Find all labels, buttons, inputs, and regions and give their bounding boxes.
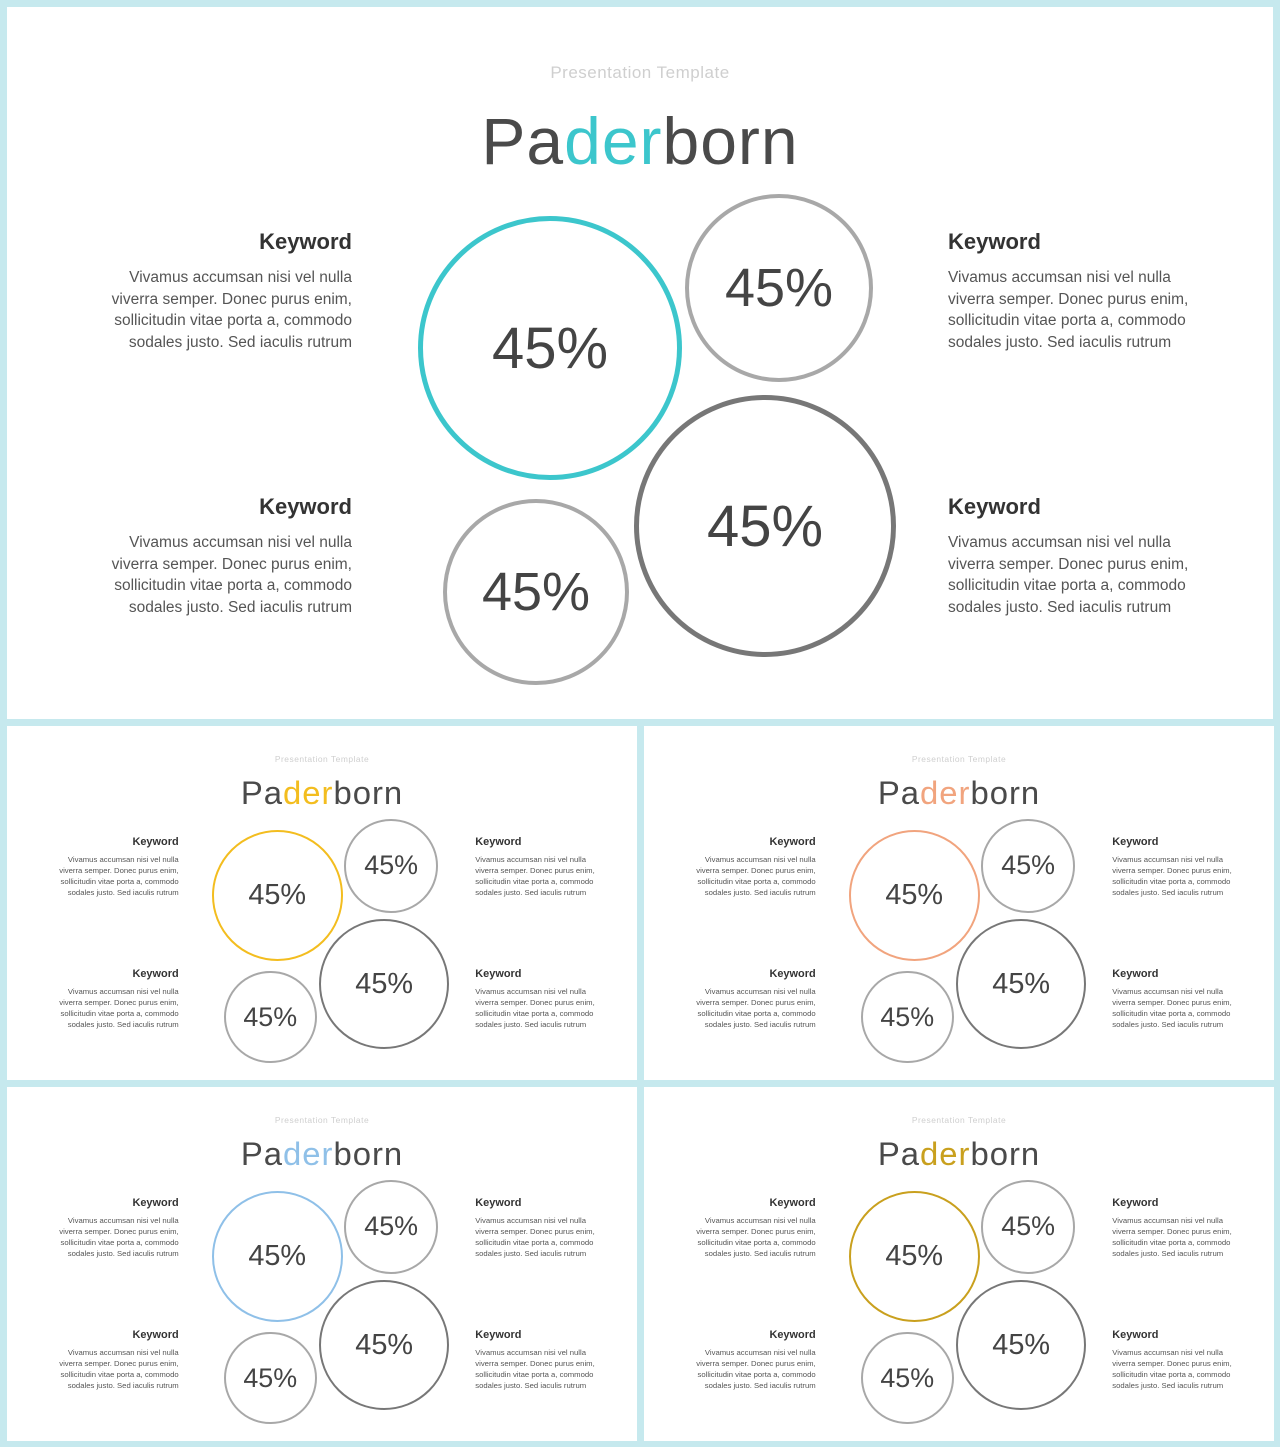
keyword-description: Vivamus accumsan nisi vel nulla viverra semper. Donec purus enim, sollicitudin vitae porta a, commodo sodales justo. Sed iaculis rutrum [59, 1216, 179, 1258]
percent-circle: 45% [224, 971, 317, 1064]
percent-circle: 45% [344, 1180, 438, 1274]
percent-circle: 45% [981, 819, 1075, 913]
keyword-heading: Keyword [132, 1197, 179, 1210]
percent-circle: 45% [634, 395, 896, 657]
keyword-description: Vivamus accumsan nisi vel nulla viverra semper. Donec purus enim, sollicitudin vitae porta a, commodo sodales justo. Sed iaculis rutrum [59, 855, 179, 897]
title-part: Pa [877, 1134, 920, 1172]
percent-circle: 45% [956, 1280, 1086, 1410]
slide-subtitle: Presentation Template [911, 753, 1007, 764]
title-accent: der [919, 1134, 971, 1172]
slide-title [7, 1135, 637, 1173]
slide-subtitle: Presentation Template [911, 1114, 1007, 1125]
slide-title [7, 103, 1273, 179]
percent-circle: 45% [981, 1180, 1075, 1274]
keyword-description: Vivamus accumsan nisi vel nulla viverra semper. Donec purus enim, sollicitudin vitae porta a, commodo sodales justo. Sed iaculis rutrum [696, 1216, 816, 1258]
percent-circle: 45% [861, 1332, 954, 1425]
title-accent: der [282, 1134, 334, 1172]
slide-subtitle: Presentation Template [274, 1114, 370, 1125]
keyword-description: Vivamus accumsan nisi vel nulla viverra semper. Donec purus enim, sollicitudin vitae porta a, commodo sodales justo. Sed iaculis rutrum [475, 1216, 595, 1258]
keyword-description: Vivamus accumsan nisi vel nulla viverra semper. Donec purus enim, sollicitudin vitae porta a, commodo sodales justo. Sed iaculis rutrum [475, 987, 595, 1029]
title-accent: der [564, 104, 663, 178]
keyword-description: Vivamus accumsan nisi vel nulla viverra semper. Donec purus enim, sollicitudin vitae porta a, commodo sodales justo. Sed iaculis rutrum [948, 534, 1189, 617]
keyword-description: Vivamus accumsan nisi vel nulla viverra semper. Donec purus enim, sollicitudin vitae porta a, commodo sodales justo. Sed iaculis rutrum [696, 987, 816, 1029]
keyword-heading: Keyword [132, 836, 179, 849]
keyword-heading: Keyword [948, 494, 1041, 519]
keyword-description: Vivamus accumsan nisi vel nulla viverra semper. Donec purus enim, sollicitudin vitae porta a, commodo sodales justo. Sed iaculis rutrum [1112, 855, 1232, 897]
percent-circle: 45% [443, 499, 629, 685]
highlight-circle: 45% [212, 1191, 343, 1322]
keyword-description: Vivamus accumsan nisi vel nulla viverra semper. Donec purus enim, sollicitudin vitae porta a, commodo sodales justo. Sed iaculis rutrum [111, 534, 352, 617]
title-accent: der [282, 773, 334, 811]
slide-title [644, 1135, 1274, 1173]
keyword-heading: Keyword [1112, 1197, 1159, 1210]
percent-circle: 45% [319, 919, 449, 1049]
slide-title [7, 774, 637, 812]
highlight-circle: 45% [849, 1191, 980, 1322]
title-accent: der [919, 773, 971, 811]
keyword-description: Vivamus accumsan nisi vel nulla viverra semper. Donec purus enim, sollicitudin vitae porta a, commodo sodales justo. Sed iaculis rutrum [1112, 987, 1232, 1029]
keyword-heading: Keyword [475, 1197, 522, 1210]
slide [7, 726, 637, 1080]
keyword-heading: Keyword [475, 968, 522, 981]
keyword-description: Vivamus accumsan nisi vel nulla viverra semper. Donec purus enim, sollicitudin vitae porta a, commodo sodales justo. Sed iaculis rutrum [59, 1348, 179, 1390]
title-part: Pa [240, 773, 283, 811]
keyword-heading: Keyword [259, 494, 352, 519]
highlight-circle: 45% [212, 830, 343, 961]
keyword-heading: Keyword [259, 229, 352, 254]
keyword-heading: Keyword [948, 229, 1041, 254]
keyword-heading: Keyword [475, 1329, 522, 1342]
keyword-heading: Keyword [769, 836, 816, 849]
percent-circle: 45% [344, 819, 438, 913]
keyword-heading: Keyword [769, 1329, 816, 1342]
percent-circle: 45% [861, 971, 954, 1064]
title-part: born [333, 1134, 404, 1172]
keyword-description: Vivamus accumsan nisi vel nulla viverra semper. Donec purus enim, sollicitudin vitae porta a, commodo sodales justo. Sed iaculis rutrum [475, 1348, 595, 1390]
keyword-description: Vivamus accumsan nisi vel nulla viverra semper. Donec purus enim, sollicitudin vitae porta a, commodo sodales justo. Sed iaculis rutrum [1112, 1216, 1232, 1258]
title-part: born [970, 1134, 1041, 1172]
keyword-description: Vivamus accumsan nisi vel nulla viverra semper. Donec purus enim, sollicitudin vitae porta a, commodo sodales justo. Sed iaculis rutrum [696, 855, 816, 897]
keyword-heading: Keyword [769, 968, 816, 981]
percent-circle: 45% [956, 919, 1086, 1049]
keyword-heading: Keyword [1112, 1329, 1159, 1342]
slide [7, 7, 1273, 719]
title-part: Pa [877, 773, 920, 811]
keyword-heading: Keyword [1112, 968, 1159, 981]
keyword-heading: Keyword [769, 1197, 816, 1210]
highlight-circle: 45% [418, 216, 682, 480]
keyword-description: Vivamus accumsan nisi vel nulla viverra semper. Donec purus enim, sollicitudin vitae porta a, commodo sodales justo. Sed iaculis rutrum [1112, 1348, 1232, 1390]
percent-circle: 45% [224, 1332, 317, 1425]
title-part: born [333, 773, 404, 811]
title-part: born [970, 773, 1041, 811]
keyword-heading: Keyword [132, 968, 179, 981]
slide-subtitle: Presentation Template [550, 63, 730, 82]
keyword-heading: Keyword [475, 836, 522, 849]
slide [644, 1087, 1274, 1441]
keyword-heading: Keyword [1112, 836, 1159, 849]
title-part: born [662, 104, 799, 178]
keyword-heading: Keyword [132, 1329, 179, 1342]
slide [644, 726, 1274, 1080]
keyword-description: Vivamus accumsan nisi vel nulla viverra semper. Donec purus enim, sollicitudin vitae porta a, commodo sodales justo. Sed iaculis rutrum [948, 269, 1189, 352]
keyword-description: Vivamus accumsan nisi vel nulla viverra semper. Donec purus enim, sollicitudin vitae porta a, commodo sodales justo. Sed iaculis rutrum [475, 855, 595, 897]
title-part: Pa [481, 104, 565, 178]
slide-subtitle: Presentation Template [274, 753, 370, 764]
slide-title [644, 774, 1274, 812]
percent-circle: 45% [685, 194, 873, 382]
keyword-description: Vivamus accumsan nisi vel nulla viverra semper. Donec purus enim, sollicitudin vitae porta a, commodo sodales justo. Sed iaculis rutrum [696, 1348, 816, 1390]
keyword-description: Vivamus accumsan nisi vel nulla viverra semper. Donec purus enim, sollicitudin vitae porta a, commodo sodales justo. Sed iaculis rutrum [59, 987, 179, 1029]
title-part: Pa [240, 1134, 283, 1172]
percent-circle: 45% [319, 1280, 449, 1410]
slide [7, 1087, 637, 1441]
highlight-circle: 45% [849, 830, 980, 961]
keyword-description: Vivamus accumsan nisi vel nulla viverra semper. Donec purus enim, sollicitudin vitae porta a, commodo sodales justo. Sed iaculis rutrum [111, 269, 352, 352]
